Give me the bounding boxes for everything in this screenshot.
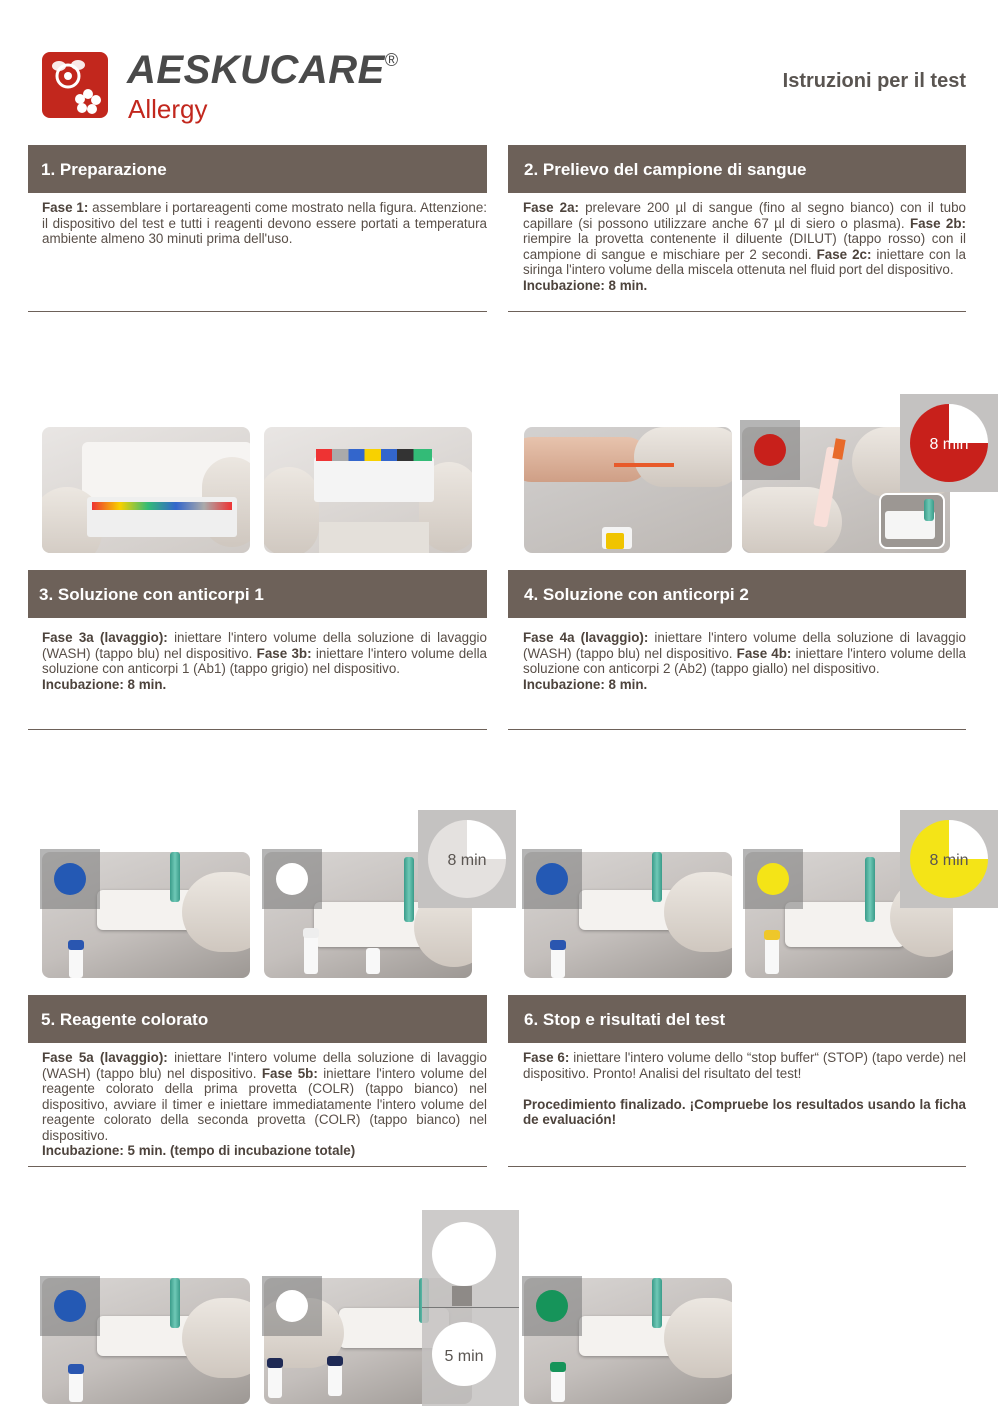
section-2-header: 2. Prelievo del campione di sangue (508, 145, 966, 193)
step-description: iniettare l'intero volume del reagente colorato della prima provetta (COLR) (tappo bianco) nel dispositivo, avviare il timer e iniettare immediatamente l'intero volume del reagente colorato della seconda provetta (COLR) (tappo bianco) nel dispositivo. (42, 1065, 487, 1143)
stop-cap-indicator (522, 1276, 582, 1336)
step-label: Fase 5a (lavaggio): (42, 1050, 168, 1065)
timer-label-4: 8 min (929, 852, 969, 869)
section-1-header: 1. Preparazione (28, 145, 487, 193)
step-label: Fase 2c: (816, 246, 872, 262)
timer-box-5 (422, 1210, 519, 1406)
bee-flower-icon (42, 52, 108, 118)
section-5-header: 5. Reagente colorato (28, 995, 487, 1043)
section-6-divider (508, 1166, 966, 1167)
section-3-text (42, 630, 487, 692)
step-description: iniettare l'intero volume della soluzione di lavaggio (WASH) (tappo blu) nel dispositivo. (523, 630, 966, 661)
step-description: iniettare l'intero volume della soluzione di lavaggio (WASH) (tappo blu) nel dispositivo. (42, 630, 487, 661)
dilut-cap-indicator (740, 420, 800, 480)
step-label: Fase 5b: (261, 1065, 318, 1081)
step-description: assemblare i portareagenti come mostrato nella figura. Attenzione: il dispositivo del test e tutti i reagenti devono essere portati a temperatura ambiente almeno 30 minuti prima dell'uso. (42, 200, 488, 246)
step-label: Fase 1: (42, 200, 89, 215)
step-label: Incubazione: 8 min. (523, 676, 648, 692)
hourglass-top-icon (432, 1222, 496, 1286)
section-2-divider (508, 311, 966, 312)
aeskucare-logo (42, 52, 108, 118)
section-1-divider (28, 311, 487, 312)
section-2-text (523, 200, 966, 293)
section-4-text (523, 630, 966, 692)
photo-assemble-2 (264, 427, 472, 553)
step-label: Fase 4a (lavaggio): (523, 630, 649, 645)
white-cap-dot (276, 1290, 308, 1322)
section-6-header: 6. Stop e risultati del test (508, 995, 966, 1043)
section-5-text (42, 1050, 487, 1159)
white-cap-dot (276, 863, 308, 895)
step-label: Fase 2b: (910, 215, 966, 231)
photo-blood-sample (524, 427, 732, 553)
colr-cap-indicator (262, 1276, 322, 1336)
wash-cap-indicator-4 (522, 849, 582, 909)
ab1-cap-indicator (262, 849, 322, 909)
step-description: iniettare con la siringa l'intero volume della miscela ottenuta nel fluid port del dispositivo. (523, 246, 966, 277)
blue-cap-dot (54, 1290, 86, 1322)
step-label: Fase 3b: (256, 645, 312, 661)
document-title: Istruzioni per il test (782, 70, 966, 92)
timer-box-3 (418, 810, 516, 908)
blue-cap-dot (536, 863, 568, 895)
section-3-divider (28, 729, 487, 730)
step-description: iniettare l'intero volume della soluzione con anticorpi 2 (Ab2) (tappo giallo) nel dispositivo. (523, 645, 966, 676)
section-4-header: 4. Soluzione con anticorpi 2 (508, 570, 966, 618)
wash-cap-indicator-5 (40, 1276, 100, 1336)
yellow-cap-dot (757, 863, 789, 895)
brand-name: AESKUCARE® (127, 48, 399, 92)
step-label: Incubazione: 8 min. (42, 676, 167, 692)
ab2-cap-indicator (743, 849, 803, 909)
wash-cap-indicator-3 (40, 849, 100, 909)
step-description: iniettare l'intero volume della soluzione di lavaggio (WASH) (tappo blu) nel dispositivo. (42, 1050, 487, 1081)
blue-cap-dot (54, 863, 86, 895)
step-label: Fase 2a: (523, 200, 579, 215)
step-label: Fase 4b: (736, 645, 792, 661)
timer-label-3: 8 min (447, 852, 487, 869)
step-label: Incubazione: 8 min. (523, 277, 648, 293)
step-description: riempire la provetta contenente il diluente (DILUT) (tappo rosso) con il campione di sangue e mischiare per 2 secondi. (523, 231, 966, 262)
red-cap-dot (754, 434, 786, 466)
timer-label-2: 8 min (929, 436, 969, 453)
step-description: iniettare l'intero volume della soluzione con anticorpi 1 (Ab1) (tappo grigio) nel dispositivo. (42, 645, 488, 676)
sub-brand: Allergy (128, 94, 208, 124)
photo-assemble-1 (42, 427, 250, 553)
section-6-text (523, 1050, 966, 1128)
timer-label-5: 5 min (444, 1348, 484, 1365)
section-4-divider (508, 729, 966, 730)
timer-box-2 (900, 394, 998, 492)
step-description: iniettare l'intero volume dello “stop buffer“ (STOP) (tapo verde) nel dispositivo. Pronto! Analisi del risultato del test! (523, 1050, 966, 1081)
section-1-text (42, 200, 487, 247)
step-label: Incubazione: 5 min. (tempo di incubazione totale) (42, 1143, 356, 1158)
step-label: Procedimiento finalizado. ¡Compruebe los resultados usando la ficha de evaluación! (523, 1096, 966, 1127)
step-label: Fase 3a (lavaggio): (42, 630, 168, 645)
green-cap-dot (536, 1290, 568, 1322)
section-5-divider (28, 1166, 487, 1167)
step-label: Fase 6: (523, 1050, 570, 1065)
step-description: prelevare 200 µl di sangue (fino al segno bianco) con il tubo capillare (si possono utilizzare anche 67 µl di siero o plasma). (523, 200, 966, 231)
section-3-header: 3. Soluzione con anticorpi 1 (28, 570, 487, 618)
timer-box-4 (900, 810, 998, 908)
